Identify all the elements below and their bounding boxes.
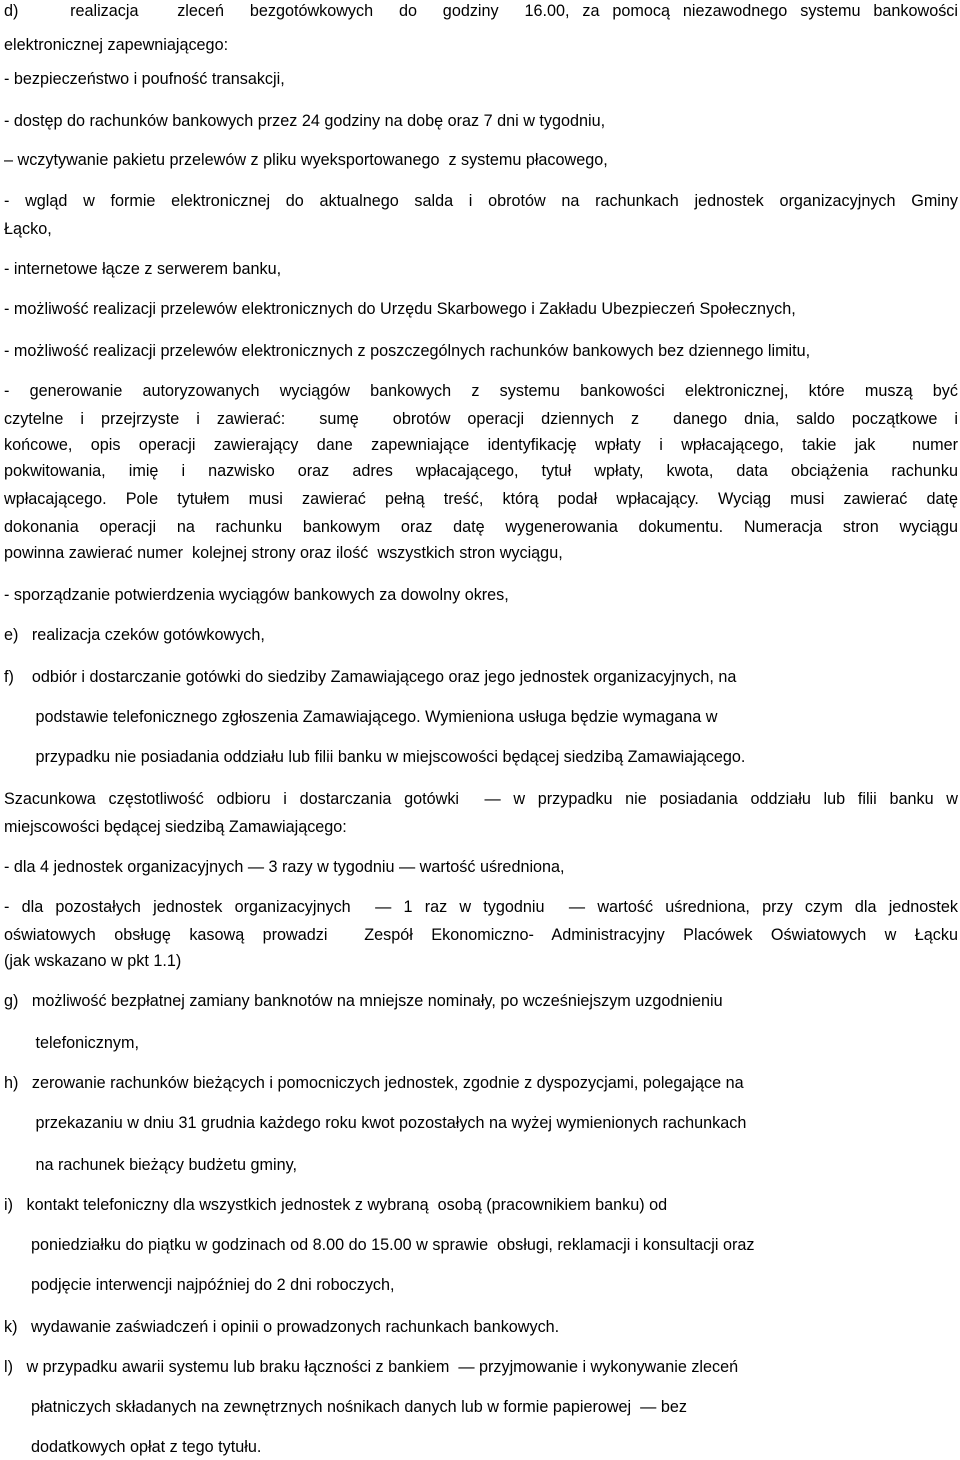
text-line: - możliwość realizacji przelewów elektronicznych z poszczególnych rachunków bankowych bez dziennego limitu,	[4, 342, 811, 360]
text-line: elektronicznej zapewniającego:	[4, 36, 229, 54]
text-line: czytelne i przejrzyste i zawierać: sumę obrotów operacji dziennych z danego dnia, saldo początkowe i	[4, 410, 958, 428]
text-line: - generowanie autoryzowanych wyciągów bankowych z systemu bankowości elektronicznej, które muszą być	[4, 382, 958, 400]
text-line: - wgląd w formie elektronicznej do aktualnego salda i obrotów na rachunkach jednostek organizacyjnych Gminy	[4, 192, 958, 210]
text-line: (jak wskazano w pkt 1.1)	[4, 952, 182, 970]
text-line: – wczytywanie pakietu przelewów z pliku wyeksportowanego z systemu płacowego,	[4, 151, 608, 169]
text-line: przypadku nie posiadania oddziału lub filii banku w miejscowości będącej siedzibą Zamawiającego.	[4, 748, 746, 766]
text-line: oświatowych obsługę kasową prowadzi Zespół Ekonomiczno- Administracyjny Placówek Oświatowych w Łącku	[4, 926, 958, 944]
text-line: i) kontakt telefoniczny dla wszystkich jednostek z wybraną osobą (pracownikiem banku) od	[4, 1196, 668, 1214]
text-line: k) wydawanie zaświadczeń i opinii o prowadzonych rachunkach bankowych.	[4, 1318, 560, 1336]
text-line: dodatkowych opłat z tego tytułu.	[4, 1438, 262, 1456]
text-line: h) zerowanie rachunków bieżących i pomocniczych jednostek, zgodnie z dyspozycjami, polegające na	[4, 1074, 744, 1092]
text-line: dokonania operacji na rachunku bankowym oraz datę wygenerowania dokumentu. Numeracja stron wyciągu	[4, 518, 958, 536]
text-line: Szacunkowa częstotliwość odbioru i dostarczania gotówki — w przypadku nie posiadania oddziału lub filii banku w	[4, 790, 958, 808]
text-line: podstawie telefonicznego zgłoszenia Zamawiającego. Wymieniona usługa będzie wymagana w	[4, 708, 718, 726]
text-line: e) realizacja czeków gotówkowych,	[4, 626, 265, 644]
text-line: - możliwość realizacji przelewów elektronicznych do Urzędu Skarbowego i Zakładu Ubezpieczeń Społecznych,	[4, 300, 796, 318]
text-line: Łącko,	[4, 220, 52, 238]
text-line: g) możliwość bezpłatnej zamiany banknotów na mniejsze nominały, po wcześniejszym uzgodnieniu	[4, 992, 723, 1010]
text-line: - sporządzanie potwierdzenia wyciągów bankowych za dowolny okres,	[4, 586, 509, 604]
text-line: wpłacającego. Pole tytułem musi zawierać pełną treść, którą podał wpłacający. Wyciąg musi zawierać datę	[4, 490, 958, 508]
text-line: - internetowe łącze z serwerem banku,	[4, 260, 282, 278]
text-line: - dla 4 jednostek organizacyjnych — 3 razy w tygodniu — wartość uśredniona,	[4, 858, 565, 876]
text-line: d) realizacja zleceń bezgotówkowych do godziny 16.00, za pomocą niezawodnego systemu bankowości	[4, 2, 958, 20]
text-line: - dla pozostałych jednostek organizacyjnych — 1 raz w tygodniu — wartość uśredniona, przy czym dla jednostek	[4, 898, 958, 916]
text-line: f) odbiór i dostarczanie gotówki do siedziby Zamawiającego oraz jego jednostek organizacyjnych, na	[4, 668, 737, 686]
text-line: telefonicznym,	[4, 1034, 139, 1052]
text-line: płatniczych składanych na zewnętrznych nośnikach danych lub w formie papierowej — bez	[4, 1398, 687, 1416]
text-line: poniedziałku do piątku w godzinach od 8.00 do 15.00 w sprawie obsługi, reklamacji i konsultacji oraz	[4, 1236, 755, 1254]
text-line: - bezpieczeństwo i poufność transakcji,	[4, 70, 285, 88]
text-line: końcowe, opis operacji zawierający dane zapewniające identyfikację wpłaty i wpłacającego, takie jak numer	[4, 436, 958, 454]
text-line: - dostęp do rachunków bankowych przez 24 godziny na dobę oraz 7 dni w tygodniu,	[4, 112, 606, 130]
text-line: powinna zawierać numer kolejnej strony oraz ilość wszystkich stron wyciągu,	[4, 544, 563, 562]
text-line: miejscowości będącej siedzibą Zamawiającego:	[4, 818, 347, 836]
text-line: pokwitowania, imię i nazwisko oraz adres wpłacającego, tytuł wpłaty, kwota, data obciążenia rachunku	[4, 462, 958, 480]
text-line: przekazaniu w dniu 31 grudnia każdego roku kwot pozostałych na wyżej wymienionych rachunkach	[4, 1114, 747, 1132]
text-line: podjęcie interwencji najpóźniej do 2 dni roboczych,	[4, 1276, 395, 1294]
text-line: l) w przypadku awarii systemu lub braku łączności z bankiem — przyjmowanie i wykonywanie zleceń	[4, 1358, 739, 1376]
text-line: na rachunek bieżący budżetu gminy,	[4, 1156, 298, 1174]
